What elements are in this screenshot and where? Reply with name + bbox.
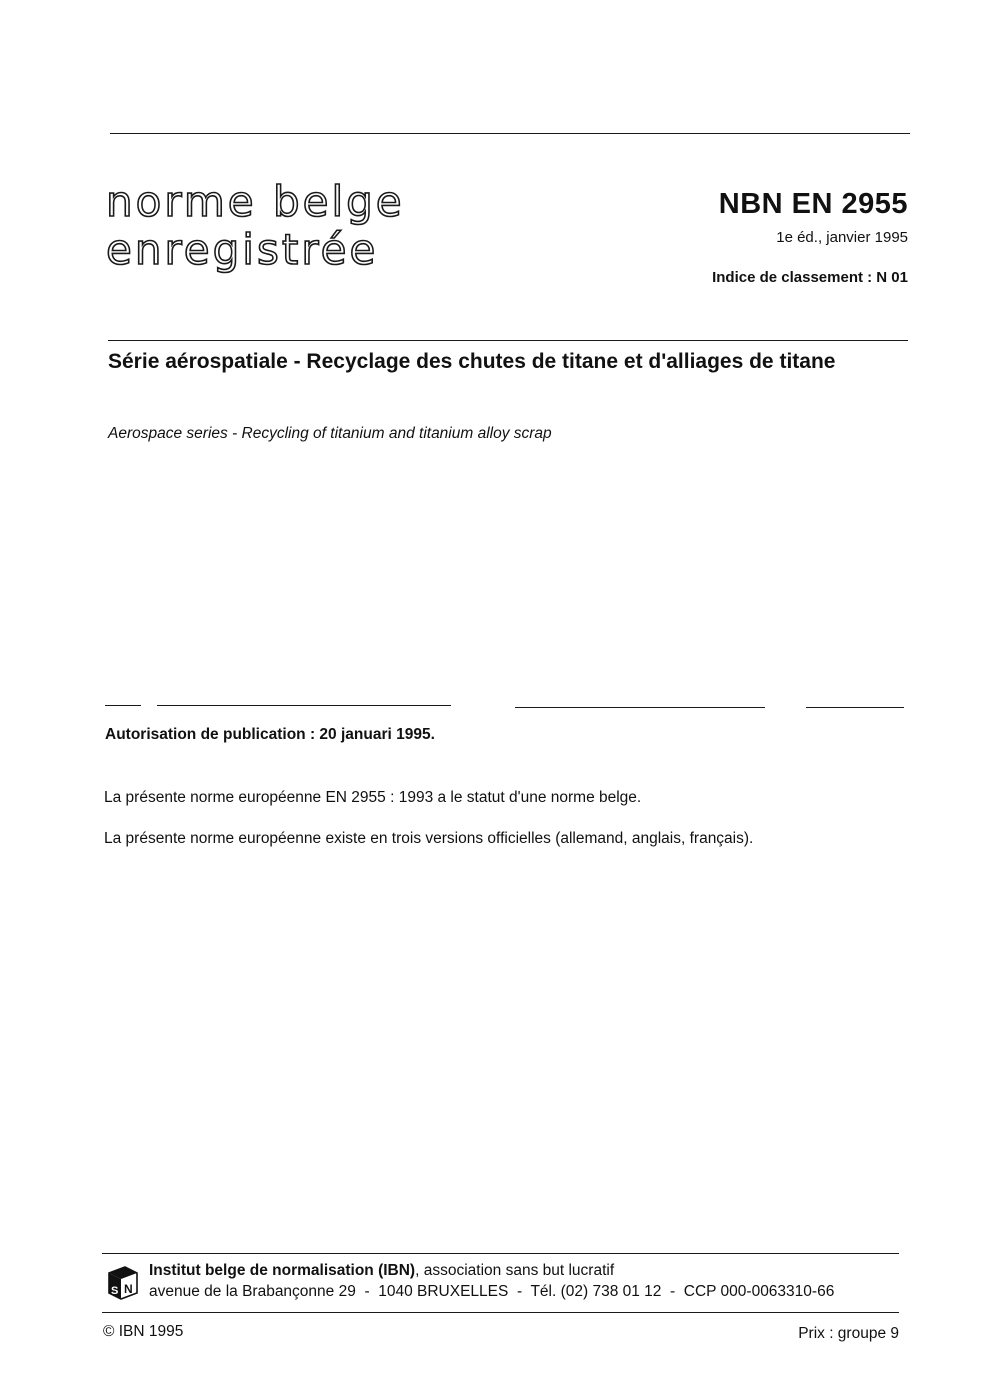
- separator-rule-3: [515, 707, 765, 708]
- footer-bottom-rule: [102, 1312, 899, 1313]
- copyright-notice: © IBN 1995: [103, 1323, 184, 1340]
- svg-text:N: N: [124, 1282, 133, 1296]
- norme-title-line2: enregistrée: [106, 225, 379, 274]
- norme-title-line1: norme belge: [106, 177, 405, 226]
- edition-date: 1e éd., janvier 1995: [776, 229, 908, 246]
- svg-text:S: S: [111, 1285, 119, 1297]
- publication-authorization: Autorisation de publication : 20 januari 1995.: [105, 726, 435, 743]
- separator-rule-4: [806, 707, 904, 708]
- institute-suffix: , association sans but lucratif: [415, 1262, 615, 1279]
- institute-name: Institut belge de normalisation (IBN): [149, 1262, 416, 1279]
- price-group: Prix : groupe 9: [798, 1325, 899, 1342]
- top-rule: [110, 133, 910, 134]
- footer-top-rule: [102, 1253, 899, 1254]
- status-paragraph: La présente norme européenne EN 2955 : 1993 a le statut d'une norme belge.: [104, 789, 642, 806]
- institute-line: [149, 1262, 614, 1280]
- separator-rule-2: [157, 705, 451, 706]
- separator-rule-1: [105, 705, 141, 706]
- document-title-english: Aerospace series - Recycling of titanium and titanium alloy scrap: [108, 425, 552, 442]
- document-title-french: Série aérospatiale - Recyclage des chutes de titane et d'alliages de titane: [108, 350, 836, 373]
- versions-paragraph: La présente norme européenne existe en trois versions officielles (allemand, anglais, français).: [104, 830, 754, 847]
- standard-number: NBN EN 2955: [718, 188, 908, 220]
- institute-address: avenue de la Brabançonne 29 - 1040 BRUXELLES - Tél. (02) 738 01 12 - CCP 000-0063310-66: [149, 1283, 835, 1300]
- classification-index: Indice de classement : N 01: [712, 269, 908, 286]
- norme-belge-title: [106, 178, 405, 274]
- ibn-logo: [103, 1263, 141, 1301]
- title-rule: [108, 340, 908, 341]
